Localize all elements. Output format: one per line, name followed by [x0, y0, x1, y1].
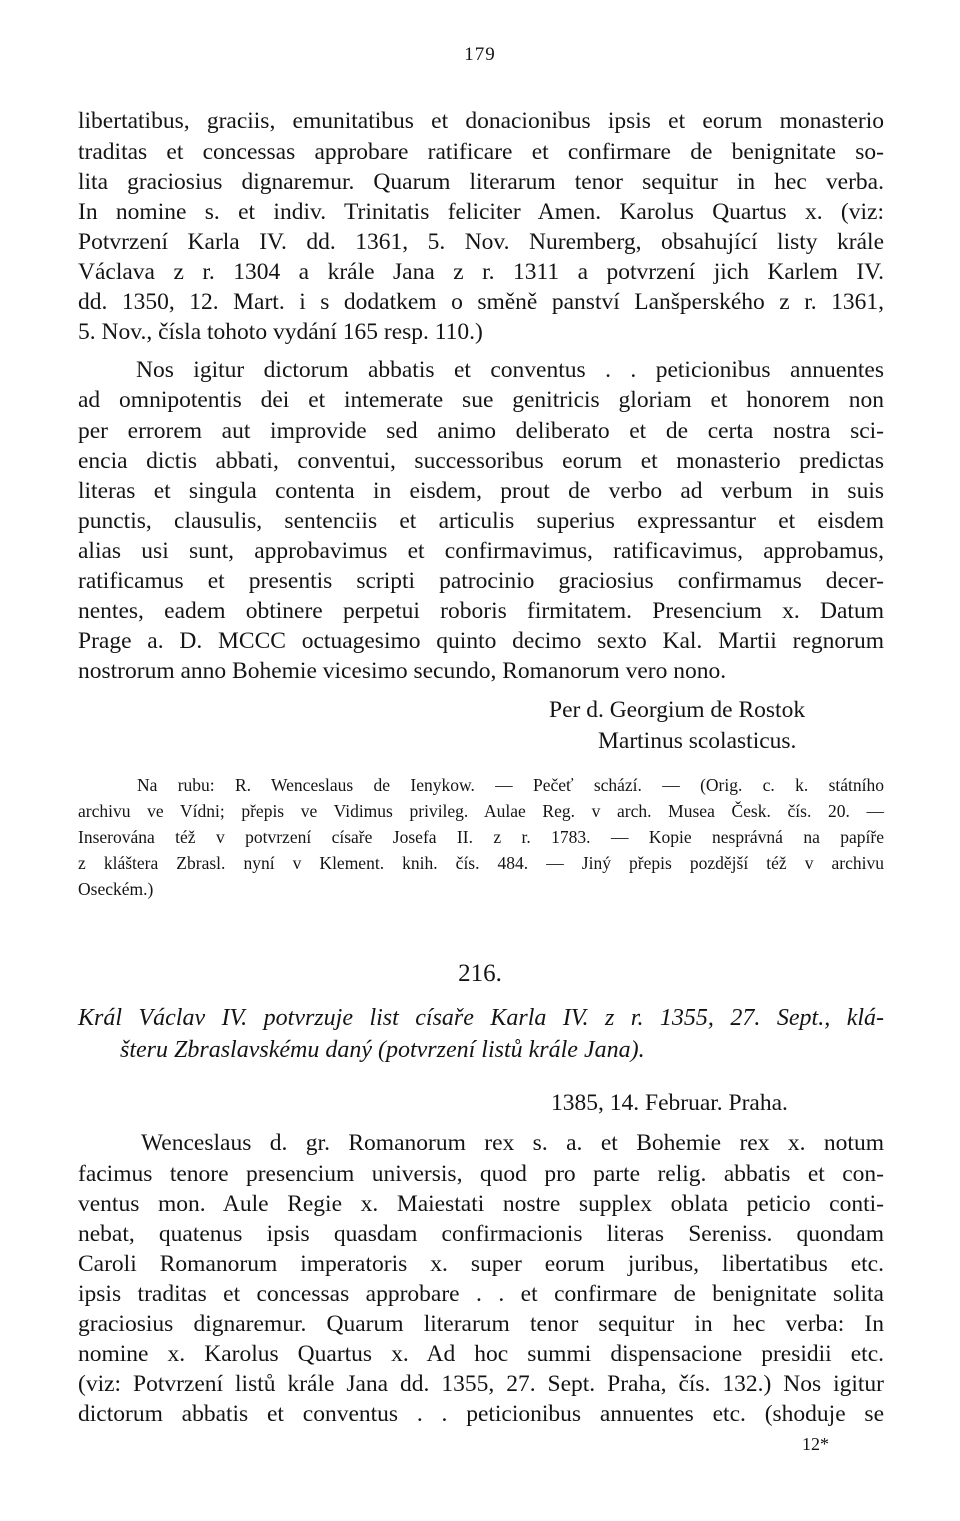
body-line: nentes, eadem obtinere perpetui roboris firmitatem. Presencium x. Datum: [78, 598, 884, 624]
body-line: punctis, clausulis, sentenciis et articulis superius expressantur et eisdem: [78, 508, 884, 534]
doc216-line: ipsis traditas et concessas approbare . . et confirmare de benignitate solita: [78, 1281, 884, 1307]
doc216-line: (viz: Potvrzení listů krále Jana dd. 1355, 27. Sept. Praha, čís. 132.) Nos igitur: [78, 1371, 884, 1397]
note-line: z kláštera Zbrasl. nyní v Klement. knih. čís. 484. — Jiný přepis pozdější též v archivu: [78, 853, 884, 873]
body-line: nostrorum anno Bohemie vicesimo secundo, Romanorum vero nono.: [78, 658, 727, 684]
continuation-line: Potvrzení Karla IV. dd. 1361, 5. Nov. Nuremberg, obsahující listy krále: [78, 229, 884, 255]
body-line: encia dictis abbati, conventui, successoribus eorum et monasterio predictas: [78, 448, 884, 474]
doc216-line: Wenceslaus d. gr. Romanorum rex s. a. et Bohemie rex x. notum: [141, 1130, 884, 1156]
doc216-line: nomine x. Karolus Quartus x. Ad hoc summi dispensacione presidii etc.: [78, 1341, 884, 1367]
document-heading: šteru Zbraslavskému daný (potvrzení listů krále Jana).: [120, 1037, 645, 1063]
doc216-line: Caroli Romanorum imperatoris x. super eorum juribus, libertatibus etc.: [78, 1251, 884, 1277]
document-number: 216.: [458, 960, 502, 987]
doc216-line: facimus tenore presencium universis, quod pro parte relig. abbatis et con-: [78, 1161, 884, 1187]
body-line: Nos igitur dictorum abbatis et conventus . . peticionibus annuentes: [136, 357, 884, 383]
note-line: Oseckém.): [78, 879, 154, 899]
doc216-line: ventus mon. Aule Regie x. Maiestati nostre supplex oblata peticio conti-: [78, 1191, 884, 1217]
continuation-line: traditas et concessas approbare ratificare et confirmare de benignitate so-: [78, 139, 884, 165]
continuation-line: lita graciosius dignaremur. Quarum literarum tenor sequitur in hec verba.: [78, 169, 884, 195]
page-number: 179: [464, 44, 496, 65]
note-line: Inserována též v potvrzení císaře Josefa II. z r. 1783. — Kopie nesprávná na papíře: [78, 827, 884, 847]
continuation-line: In nomine s. et indiv. Trinitatis feliciter Amen. Karolus Quartus x. (viz:: [78, 199, 884, 225]
continuation-line: Václava z r. 1304 a krále Jana z r. 1311 a potvrzení jich Karlem IV.: [78, 259, 884, 285]
sheet-mark: 12*: [802, 1434, 829, 1454]
continuation-line: dd. 1350, 12. Mart. i s dodatkem o směně panství Lanšperského z r. 1361,: [78, 289, 884, 315]
signature-line: Per d. Georgium de Rostok: [549, 697, 806, 723]
continuation-line: 5. Nov., čísla tohoto vydání 165 resp. 110.): [78, 319, 483, 345]
body-line: ad omnipotentis dei et intemerate sue genitricis gloriam et honorem non: [78, 387, 884, 413]
doc216-line: nebat, quatenus ipsis quasdam confirmacionis literas Sereniss. quondam: [78, 1221, 884, 1247]
document-heading: Král Václav IV. potvrzuje list císaře Karla IV. z r. 1355, 27. Sept., klá-: [78, 1005, 884, 1031]
body-line: alias usi sunt, approbavimus et confirmavimus, ratificavimus, approbamus,: [78, 538, 884, 564]
body-line: Prage a. D. MCCC octuagesimo quinto decimo sexto Kal. Martii regnorum: [78, 628, 884, 654]
signature-line: Martinus scolasticus.: [598, 728, 797, 754]
doc216-line: dictorum abbatis et conventus . . peticionibus annuentes etc. (shoduje se: [78, 1401, 884, 1427]
note-line: Na rubu: R. Wenceslaus de Ienykow. — Pečeť schází. — (Orig. c. k. státního: [137, 775, 884, 795]
body-line: per errorem aut improvide sed animo deliberato et de certa nostra sci-: [78, 418, 884, 444]
note-line: archivu ve Vídni; přepis ve Vidimus privileg. Aulae Reg. v arch. Musea Česk. čís. 20. —: [78, 801, 884, 821]
dateline: 1385, 14. Februar. Praha.: [551, 1090, 788, 1116]
continuation-line: libertatibus, graciis, emunitatibus et donacionibus ipsis et eorum monasterio: [78, 108, 884, 134]
body-line: literas et singula contenta in eisdem, prout de verbo ad verbum in suis: [78, 478, 884, 504]
body-line: ratificamus et presentis scripti patrocinio graciosius confirmamus decer-: [78, 568, 884, 594]
doc216-line: graciosius dignaremur. Quarum literarum tenor sequitur in hec verba: In: [78, 1311, 884, 1337]
